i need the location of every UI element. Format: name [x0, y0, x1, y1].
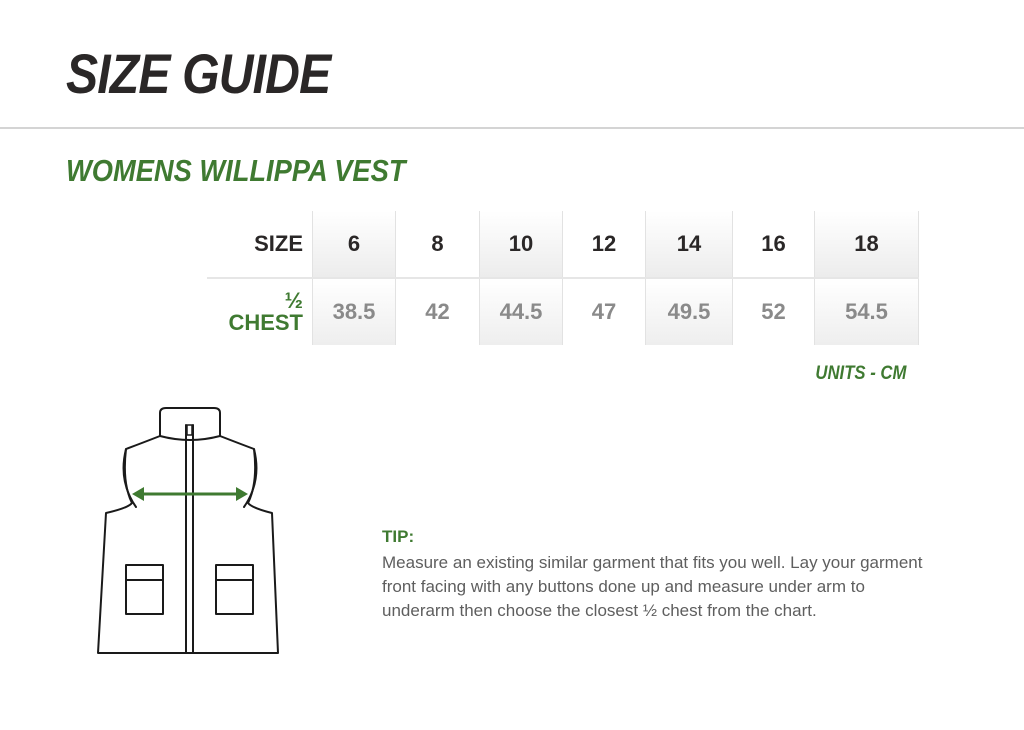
header-divider	[0, 127, 1024, 129]
double-arrow-icon	[132, 487, 248, 501]
tip-text: Measure an existing similar garment that fits you well. Lay your garment front facing with any buttons done up and measure under arm to underarm then choose the closest ½ chest from the chart.	[382, 553, 923, 620]
size-row-label: SIZE	[207, 211, 313, 278]
size-cell: 6	[313, 211, 396, 278]
size-cell: 18	[815, 211, 919, 278]
units-label: UNITS - CM	[814, 363, 906, 384]
page-title: SIZE GUIDE	[66, 42, 331, 105]
chest-cell: 49.5	[646, 278, 733, 345]
product-name: WOMENS WILLIPPA VEST	[66, 153, 406, 188]
size-cell: 14	[646, 211, 733, 278]
chest-cell: 47	[563, 278, 646, 345]
chest-cell: 44.5	[480, 278, 563, 345]
size-cell: 10	[480, 211, 563, 278]
vest-outline-icon	[92, 403, 288, 659]
size-cell: 16	[733, 211, 815, 278]
size-row	[207, 211, 919, 278]
chest-cell: 54.5	[815, 278, 919, 345]
chest-cell: 38.5	[313, 278, 396, 345]
size-chart-table	[207, 211, 919, 345]
chest-cell: 42	[396, 278, 480, 345]
size-cell: 8	[396, 211, 480, 278]
size-cell: 12	[563, 211, 646, 278]
chest-row	[207, 278, 919, 345]
chest-cell: 52	[733, 278, 815, 345]
tip-heading: TIP:	[382, 527, 415, 546]
chest-row-label: ½ CHEST	[228, 288, 303, 335]
